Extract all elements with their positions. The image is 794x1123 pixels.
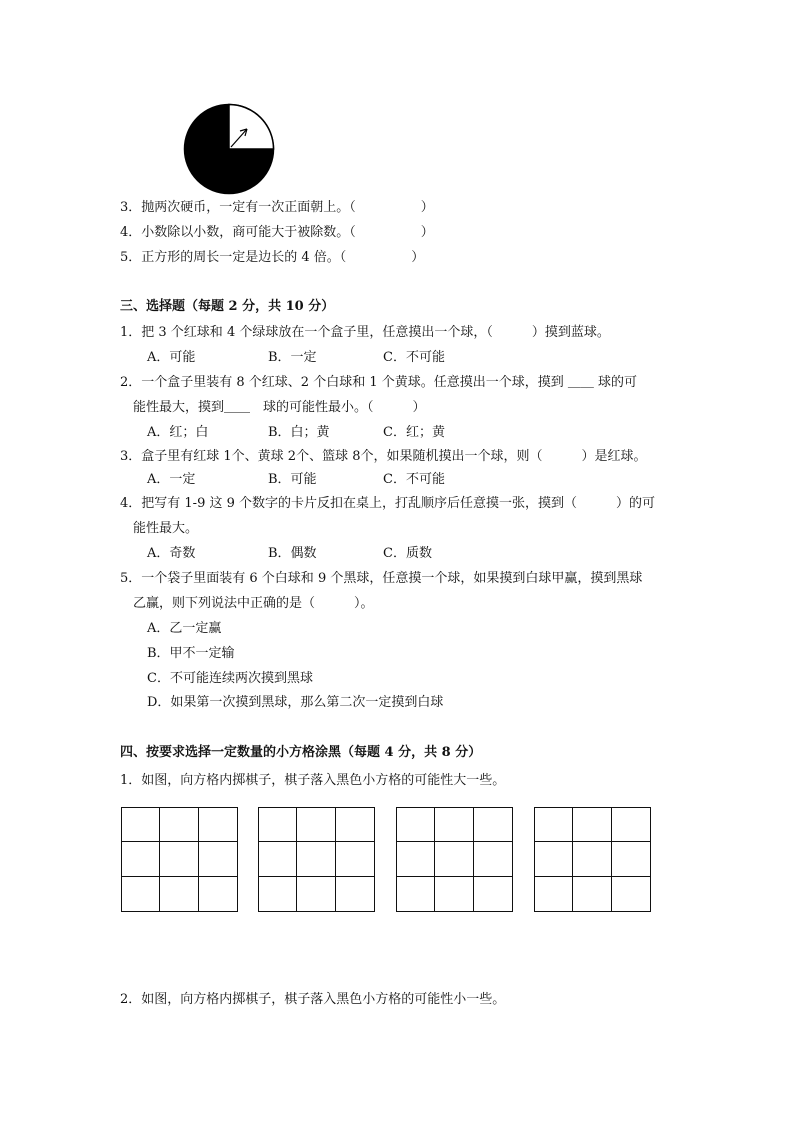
grid-cell[interactable] [336,808,374,842]
square-grid-4[interactable] [534,807,651,912]
q4-stem-line2: 能性最大。 [133,521,199,536]
grid-cell[interactable] [336,877,374,911]
grid-cell[interactable] [397,842,435,876]
grid-cell[interactable] [474,877,512,911]
square-grid-1[interactable] [121,807,238,912]
grid-cell[interactable] [199,808,237,842]
grid-cell[interactable] [199,842,237,876]
q2-stem-line1: 2．一个盒子里装有 8 个红球、2 个白球和 1 个黄球。任意摸出一个球，摸到 ＿＿ 球的可 [120,375,638,390]
grid-cell[interactable] [435,808,473,842]
grid-cell[interactable] [573,842,611,876]
grid-cell[interactable] [259,877,297,911]
q4-stem-line1: 4．把写有 1-9 这 9 个数字的卡片反扣在桌上，打乱顺序后任意摸一张，摸到（ ）的可 [120,496,656,511]
q5-stem-line1: 5．一个袋子里面装有 6 个白球和 9 个黑球，任意摸一个球，如果摸到白球甲赢，摸到黑球 [120,571,643,586]
judge-item-4: 4．小数除以小数，商可能大于被除数。（ ） [120,225,434,240]
q3-option-b: B．可能 [268,472,317,487]
grid-cell[interactable] [573,808,611,842]
q1-option-b: B．一定 [268,350,317,365]
q2-option-b: B．白；黄 [268,425,330,440]
grid-cell[interactable] [160,808,198,842]
q3-option-c: C．不可能 [383,472,445,487]
grid-cell[interactable] [573,877,611,911]
q2-stem-line2: 能性最大，摸到＿＿ 球的可能性最小。（ ） [133,400,426,415]
q5-option-c: C．不可能连续两次摸到黑球 [147,671,313,686]
q3-option-a: A．一定 [147,472,196,487]
judge-item-5: 5．正方形的周长一定是边长的 4 倍。（ ） [120,250,425,265]
grid-cell[interactable] [259,808,297,842]
q5-stem-line2: 乙赢，则下列说法中正确的是（ ）。 [133,596,374,611]
square-grid-2[interactable] [258,807,375,912]
spinner-figure [182,102,276,196]
square-grid-3[interactable] [396,807,513,912]
grid-cell[interactable] [122,808,160,842]
grid-cell[interactable] [160,842,198,876]
q4-option-c: C．质数 [383,546,432,561]
grid-cell[interactable] [435,877,473,911]
grid-cell[interactable] [612,877,650,911]
grid-cell[interactable] [336,842,374,876]
grid-cell[interactable] [160,877,198,911]
q5-option-b: B．甲不一定输 [147,646,235,661]
q2-option-a: A．红；白 [147,425,209,440]
s4-q1-stem: 1．如图，向方格内掷棋子，棋子落入黑色小方格的可能性大一些。 [120,773,506,788]
grid-cell[interactable] [297,842,335,876]
grid-cell[interactable] [122,877,160,911]
grid-cell[interactable] [535,808,573,842]
q5-option-d: D．如果第一次摸到黑球，那么第二次一定摸到白球 [147,695,444,710]
q2-option-c: C．红；黄 [383,425,445,440]
q5-option-a: A．乙一定赢 [147,621,222,636]
q4-option-b: B．偶数 [268,546,317,561]
q4-option-a: A．奇数 [147,546,196,561]
grid-cell[interactable] [199,877,237,911]
q1-stem: 1．把 3 个红球和 4 个绿球放在一个盒子里，任意摸出一个球，（ ）摸到蓝球。 [120,325,610,340]
q1-option-a: A．可能 [147,350,196,365]
grid-cell[interactable] [397,877,435,911]
grid-cell[interactable] [535,877,573,911]
q3-stem: 3．盒子里有红球 1个、黄球 2个、篮球 8个，如果随机摸出一个球，则（ ）是红球。 [120,449,647,464]
s4-q2-stem: 2．如图，向方格内掷棋子，棋子落入黑色小方格的可能性小一些。 [120,992,506,1007]
judge-item-3: 3．抛两次硬币，一定有一次正面朝上。（ ） [120,200,434,215]
grid-cell[interactable] [259,842,297,876]
grid-cell[interactable] [474,808,512,842]
grid-cell[interactable] [535,842,573,876]
grid-cell[interactable] [297,808,335,842]
grid-cell[interactable] [122,842,160,876]
grid-cell[interactable] [612,808,650,842]
q1-option-c: C．不可能 [383,350,445,365]
grid-cell[interactable] [612,842,650,876]
grid-cell[interactable] [297,877,335,911]
section3-title: 三、选择题（每题 2 分，共 10 分） [120,299,335,314]
grid-cell[interactable] [397,808,435,842]
grid-cell[interactable] [474,842,512,876]
section4-title: 四、按要求选择一定数量的小方格涂黑（每题 4 分，共 8 分） [120,745,482,760]
grid-cell[interactable] [435,842,473,876]
